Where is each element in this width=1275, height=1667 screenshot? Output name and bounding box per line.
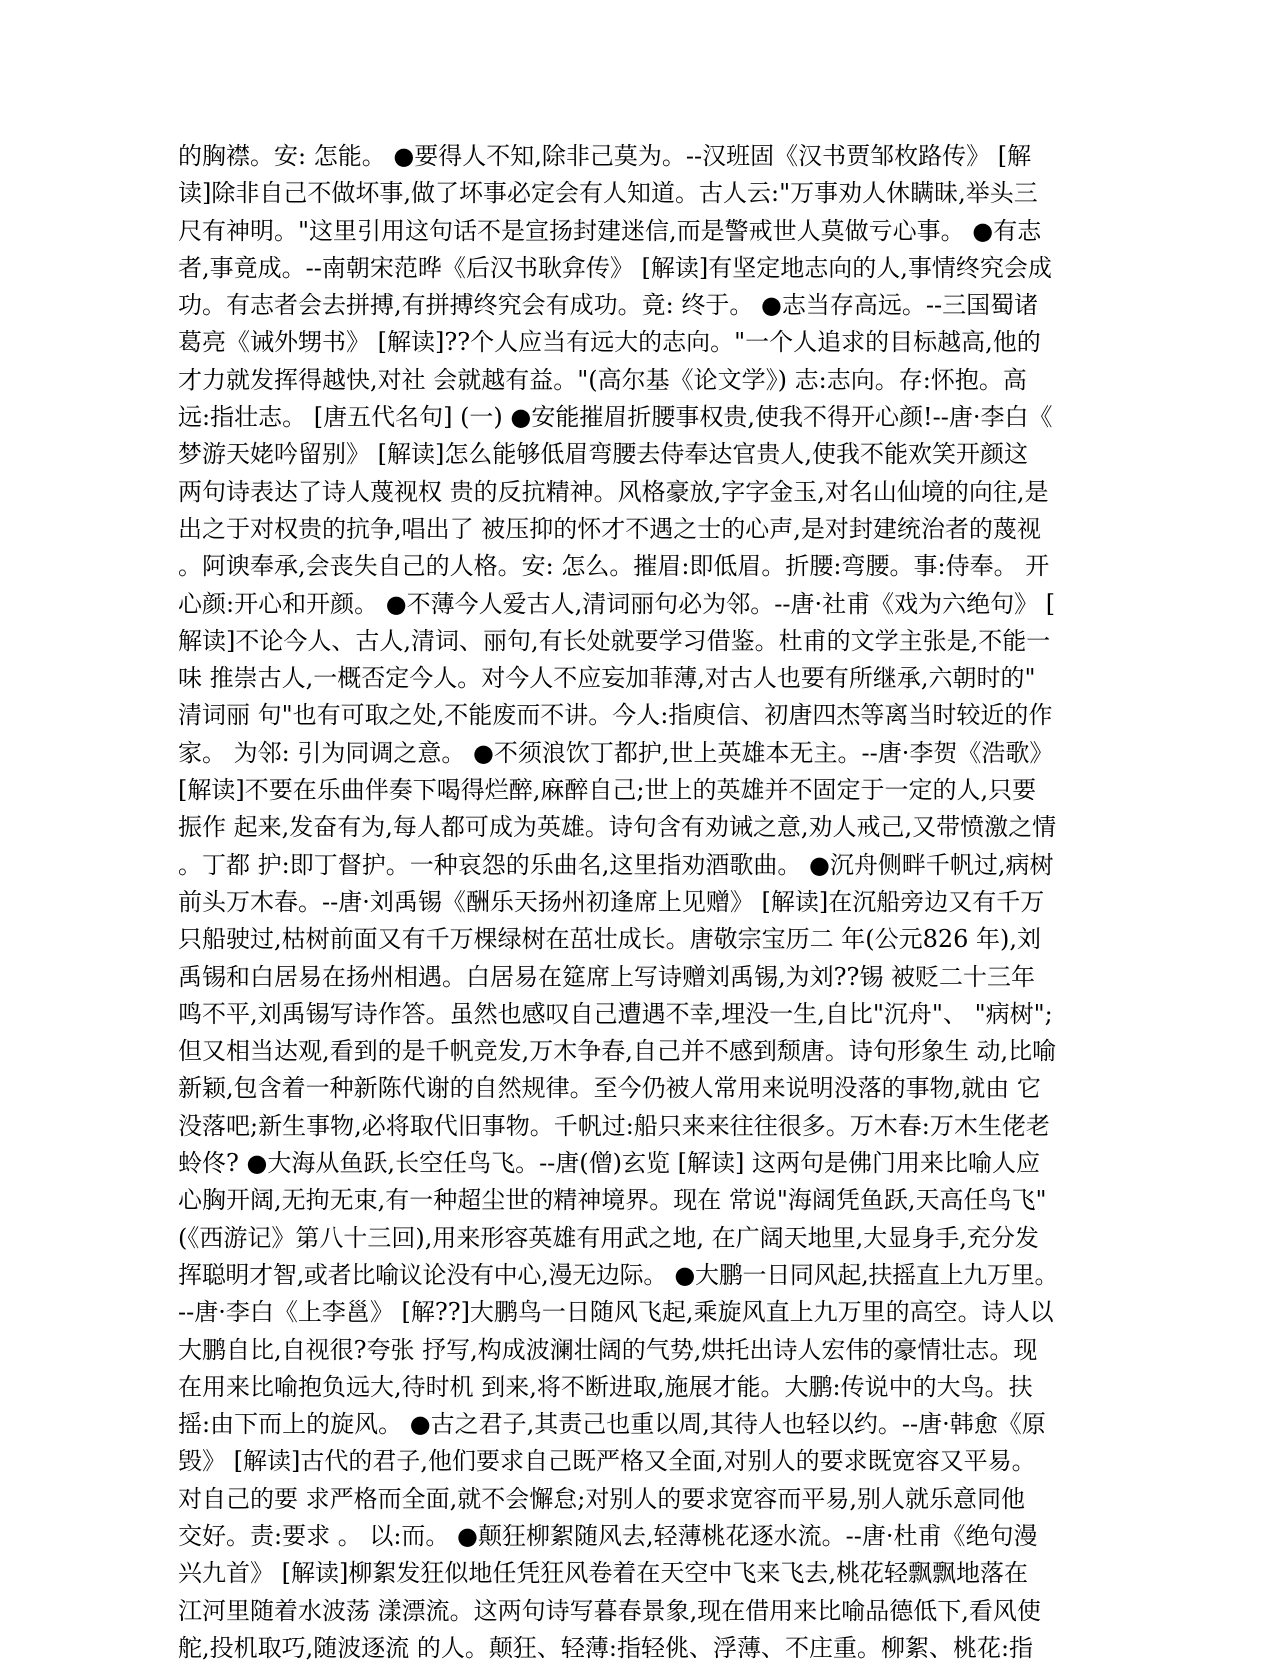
text-line: 只船驶过,枯树前面又有千万棵绿树在茁壮成长。唐敬宗宝历二 年(公元826 年),刘 — [178, 925, 1042, 954]
text-line: 的胸襟。安: 怎能。 ●要得人不知,除非己莫为。--汉班固《汉书贾邹枚路传》 [解 — [178, 142, 1032, 170]
text-line: 在用来比喻抱负远大,待时机 到来,将不断进取,施展才能。大鹏:传说中的大鸟。扶 — [178, 1372, 1033, 1401]
text-line: 禹锡和白居易在扬州相遇。白居易在筵席上写诗赠刘禹锡,为刘??锡 被贬二十三年 — [178, 962, 1035, 991]
text-line: 梦游天姥吟留别》 [解读]怎么能够低眉弯腰去侍奉达官贵人,使我不能欢笑开颜这 — [178, 440, 1028, 469]
text-line: 鸣不平,刘禹锡写诗作答。虽然也感叹自己遭遇不幸,埋没一生,自比"沉舟"、 "病树"; — [178, 999, 1053, 1028]
text-line: 兴九首》 [解读]柳絮发狂似地任凭狂风卷着在天空中飞来飞去,桃花轻飘飘地落在 — [178, 1559, 1028, 1588]
text-line: 功。有志者会去拼搏,有拼搏终究会有成功。竟: 终于。 ●志当存高远。--三国蜀诸 — [178, 291, 1039, 320]
text-line: 。阿谀奉承,会丧失自己的人格。安: 怎么。摧眉:即低眉。折腰:弯腰。事:侍奉。 开 — [178, 552, 1050, 581]
text-line: 舵,投机取巧,随波逐流 的人。颠狂、轻薄:指轻佻、浮薄、不庄重。柳絮、桃花:指 — [178, 1633, 1034, 1662]
text-line: 新颖,包含着一种新陈代谢的自然规律。至今仍被人常用来说明没落的事物,就由 它 — [178, 1074, 1041, 1103]
text-line: 远:指壮志。 [唐五代名句] (一) ●安能摧眉折腰事权贵,使我不得开心颜!--唐·李白《 — [178, 403, 1053, 432]
text-line: 振作 起来,发奋有为,每人都可成为英雄。诗句含有劝诫之意,劝人戒己,又带愤激之情 — [178, 813, 1057, 842]
text-line: 味 推崇古人,一概否定今人。对今人不应妄加菲薄,对古人也要有所继承,六朝时的" — [178, 664, 1036, 693]
text-line: 挥聪明才智,或者比喻议论没有中心,漫无边际。 ●大鹏一日同风起,扶摇直上九万里。 — [178, 1260, 1058, 1289]
text-line: 江河里随着水波荡 漾漂流。这两句诗写暮春景象,现在借用来比喻品德低下,看风使 — [178, 1596, 1041, 1625]
text-line: 毁》 [解读]古代的君子,他们要求自己既严格又全面,对别人的要求既宽容又平易。 — [178, 1447, 1036, 1476]
text-line: 才力就发挥得越快,对社 会就越有益。"(高尔基《论文学》) 志:志向。存:怀抱。高 — [178, 365, 1027, 394]
text-line: 者,事竟成。--南朝宋范晔《后汉书耿弇传》 [解读]有坚定地志向的人,事情终究会成 — [178, 253, 1052, 282]
text-line: 家。 为邻: 引为同调之意。 ●不须浪饮丁都护,世上英雄本无主。--唐·李贺《浩歌》 — [178, 738, 1054, 767]
text-line: 对自己的要 求严格而全面,就不会懈怠;对别人的要求宽容而平易,别人就乐意同他 — [178, 1484, 1025, 1513]
text-line: 葛亮《诫外甥书》 [解读]??个人应当有远大的志向。"一个人追求的目标越高,他的 — [178, 328, 1041, 357]
text-line: 摇:由下而上的旋风。 ●古之君子,其责己也重以周,其待人也轻以约。--唐·韩愈《原 — [178, 1410, 1046, 1439]
text-line: 解读]不论今人、古人,清词、丽句,有长处就要学习借鉴。杜甫的文学主张是,不能一 — [178, 626, 1051, 655]
body-text — [178, 138, 1058, 1667]
text-line: 没落吧;新生事物,必将取代旧事物。千帆过:船只来来往往很多。万木春:万木生佬老 — [178, 1111, 1050, 1140]
text-line: 尺有神明。"这里引用这句话不是宣扬封建迷信,而是警戒世人莫做亏心事。 ●有志 — [178, 216, 1042, 245]
text-line: [解读]不要在乐曲伴奏下喝得烂醉,麻醉自己;世上的英雄并不固定于一定的人,只要 — [178, 776, 1037, 805]
text-line: 蛉佟? ●大海从鱼跃,长空任鸟飞。--唐(僧)玄览 [解读] 这两句是佛门用来比喻人应 — [178, 1149, 1040, 1178]
text-line: 交好。责:要求 。 以:而。 ●颠狂柳絮随风去,轻薄桃花逐水流。--唐·杜甫《绝句漫 — [178, 1521, 1038, 1550]
text-line: 读]除非自己不做坏事,做了坏事必定会有人知道。古人云:"万事劝人休瞒昧,举头三 — [178, 179, 1038, 208]
text-line: 大鹏自比,自视很?夸张 抒写,构成波澜壮阔的气势,烘托出诗人宏伟的豪情壮志。现 — [178, 1335, 1038, 1364]
text-line: --唐·李白《上李邕》 [解??]大鹏鸟一日随风飞起,乘旋风直上九万里的高空。诗人以 — [178, 1298, 1054, 1327]
text-line: 但又相当达观,看到的是千帆竞发,万木争春,自己并不感到颓唐。诗句形象生 动,比喻 — [178, 1037, 1057, 1066]
text-line: 心颜:开心和开颜。 ●不薄今人爱古人,清词丽句必为邻。--唐·社甫《戏为六绝句》 [ — [178, 589, 1056, 618]
text-line: 前头万木春。--唐·刘禹锡《酬乐天扬州初逢席上见赠》 [解读]在沉船旁边又有千万 — [178, 887, 1045, 916]
text-line: 心胸开阔,无拘无束,有一种超尘世的精神境界。现在 常说"海阔凭鱼跃,天高任鸟飞" — [178, 1186, 1047, 1215]
text-line: 。丁都 护:即丁督护。一种哀怨的乐曲名,这里指劝酒歌曲。 ●沉舟侧畔千帆过,病树 — [178, 850, 1054, 879]
text-line: 清词丽 句"也有可取之处,不能废而不讲。今人:指庾信、初唐四杰等离当时较近的作 — [178, 701, 1053, 730]
text-line: (《西游记》第八十三回),用来形容英雄有用武之地, 在广阔天地里,大显身手,充分发 — [178, 1223, 1039, 1252]
text-line: 出之于对权贵的抗争,唱出了 被压抑的怀才不遇之士的心声,是对封建统治者的蔑视 — [178, 514, 1041, 543]
text-line: 两句诗表达了诗人蔑视权 贵的反抗精神。风格豪放,字字金玉,对名山仙境的向往,是 — [178, 477, 1049, 506]
